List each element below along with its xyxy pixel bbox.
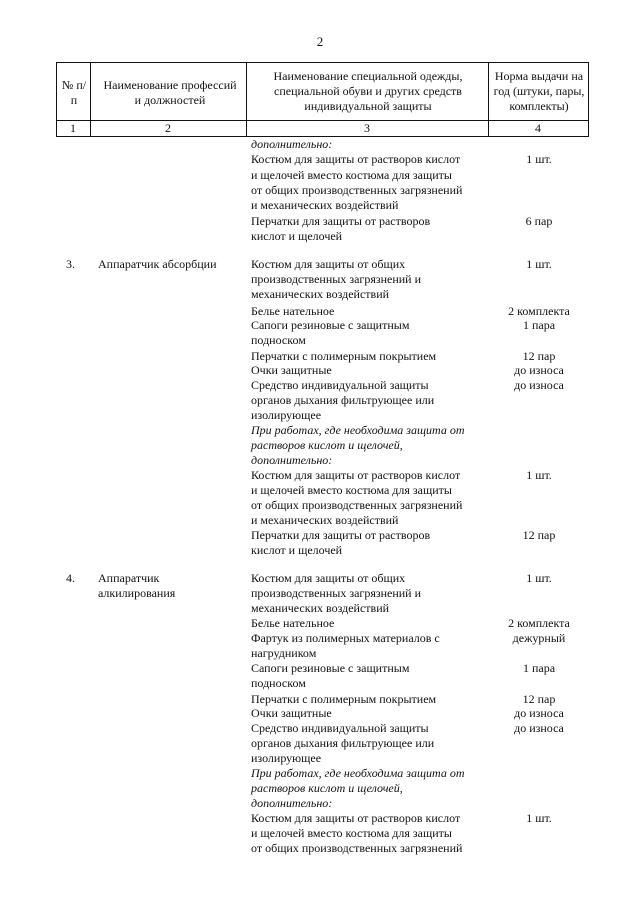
row-norm: 2 комплекта (508, 616, 570, 630)
row-equipment: и механических воздействий (251, 198, 399, 212)
table-row (0, 766, 640, 781)
table-row (0, 453, 640, 468)
row-profession: Аппаратчик абсорбции (98, 257, 217, 271)
table-row (0, 676, 640, 691)
table-row (0, 229, 640, 244)
row-norm: 2 комплекта (508, 304, 570, 318)
row-equipment: подноском (251, 333, 306, 347)
row-equipment: Сапоги резиновые с защитным (251, 318, 410, 332)
row-profession: Аппаратчик (98, 571, 160, 585)
row-equipment: Белье нательное (251, 616, 335, 630)
row-equipment: изолирующее (251, 751, 322, 765)
table-row (0, 468, 640, 483)
table-row (0, 483, 640, 498)
table-header (56, 62, 589, 136)
row-equipment: Костюм для защиты от растворов кислот (251, 152, 461, 166)
table-row (0, 751, 640, 766)
table-row (0, 183, 640, 198)
table-row (0, 137, 640, 152)
table-row (0, 513, 640, 528)
table-row (0, 543, 640, 558)
row-equipment: Перчатки с полимерным покрытием (251, 349, 437, 363)
row-equipment: дополнительно: (251, 453, 333, 467)
row-norm: 6 пар (525, 214, 553, 228)
row-equipment: от общих производственных загрязнений (251, 841, 463, 855)
row-equipment: и механических воздействий (251, 513, 399, 527)
header-col-equipment: Наименование специальной одежды, специальной обуви и других средств индивидуальной защиты (273, 68, 463, 113)
table-row (0, 826, 640, 841)
row-norm: 1 шт. (526, 811, 552, 825)
table-row (0, 616, 640, 631)
table-row (0, 438, 640, 453)
table-row (0, 318, 640, 333)
table-row (0, 423, 640, 438)
row-equipment: При работах, где необходима защита от (251, 766, 465, 780)
row-equipment: и щелочей вместо костюма для защиты (251, 168, 452, 182)
table-row (0, 272, 640, 287)
table-row (0, 661, 640, 676)
table-row (0, 736, 640, 751)
row-number: 3. (66, 257, 75, 271)
row-norm: до износа (514, 363, 564, 377)
row-norm: 1 пара (522, 318, 556, 332)
table-row (0, 631, 640, 646)
row-norm: 12 пар (522, 692, 556, 706)
row-equipment: дополнительно: (251, 796, 333, 810)
page-number: 2 (316, 34, 324, 49)
row-equipment: Средство индивидуальной защиты (251, 721, 429, 735)
row-equipment: Костюм для защиты от растворов кислот (251, 811, 461, 825)
row-equipment: от общих производственных загрязнений (251, 183, 463, 197)
table-row (0, 601, 640, 616)
row-equipment: Костюм для защиты от растворов кислот (251, 468, 461, 482)
row-equipment: производственных загрязнений и (251, 272, 422, 286)
row-equipment: Очки защитные (251, 363, 332, 377)
table-row (0, 363, 640, 378)
table-row (0, 796, 640, 811)
row-norm: до износа (514, 378, 564, 392)
table-row (0, 706, 640, 721)
row-equipment: Очки защитные (251, 706, 332, 720)
row-norm: до износа (514, 721, 564, 735)
row-equipment: Средство индивидуальной защиты (251, 378, 429, 392)
row-equipment: органов дыхания фильтрующее или (251, 736, 435, 750)
row-equipment: нагрудником (251, 646, 317, 660)
table-row (0, 257, 640, 272)
table-row (0, 378, 640, 393)
row-equipment: Перчатки для защиты от растворов (251, 214, 431, 228)
row-equipment: Костюм для защиты от общих (251, 257, 406, 271)
row-norm: 1 шт. (526, 571, 552, 585)
table-row (0, 528, 640, 543)
table-row (0, 692, 640, 707)
row-number: 4. (66, 571, 75, 585)
table-row (0, 349, 640, 364)
header-num-4: 4 (535, 121, 541, 135)
row-norm: дежурный (512, 631, 566, 645)
row-equipment: подноском (251, 676, 306, 690)
row-equipment: растворов кислот и щелочей, (251, 438, 403, 452)
table-row (0, 198, 640, 213)
row-equipment: Костюм для защиты от общих (251, 571, 406, 585)
row-norm: 12 пар (522, 349, 556, 363)
table-row (0, 781, 640, 796)
row-equipment: и щелочей вместо костюма для защиты (251, 483, 452, 497)
header-num-3: 3 (364, 121, 370, 135)
row-profession: алкилирования (98, 586, 176, 600)
table-row (0, 498, 640, 513)
table-row (0, 393, 640, 408)
table-row (0, 811, 640, 826)
row-equipment: Фартук из полимерных материалов с (251, 631, 440, 645)
row-norm: до износа (514, 706, 564, 720)
table-row (0, 287, 640, 302)
table-row (0, 168, 640, 183)
header-col-norm: Норма выдачи на год (штуки, пары, комплекты) (493, 68, 585, 113)
table-row (0, 408, 640, 423)
table-row (0, 214, 640, 229)
table-row (0, 721, 640, 736)
table-row (0, 304, 640, 319)
row-equipment: производственных загрязнений и (251, 586, 422, 600)
header-num-1: 1 (70, 121, 76, 135)
row-norm: 1 шт. (526, 468, 552, 482)
row-equipment: Перчатки для защиты от растворов (251, 528, 431, 542)
table-row (0, 333, 640, 348)
row-equipment: и щелочей вместо костюма для защиты (251, 826, 452, 840)
row-equipment: Сапоги резиновые с защитным (251, 661, 410, 675)
table-row (0, 152, 640, 167)
row-equipment: изолирующее (251, 408, 322, 422)
header-col-number: № п/п (61, 78, 87, 107)
row-equipment: органов дыхания фильтрующее или (251, 393, 435, 407)
row-norm: 1 шт. (526, 152, 552, 166)
row-equipment: от общих производственных загрязнений (251, 498, 463, 512)
row-equipment: кислот и щелочей (251, 229, 343, 243)
row-norm: 1 пара (522, 661, 556, 675)
table-row (0, 646, 640, 661)
row-equipment: механических воздействий (251, 601, 390, 615)
row-equipment: растворов кислот и щелочей, (251, 781, 403, 795)
row-equipment: механических воздействий (251, 287, 390, 301)
header-col-profession: Наименование профессий и должностей (103, 78, 237, 107)
row-equipment: При работах, где необходима защита от (251, 423, 465, 437)
row-norm: 1 шт. (526, 257, 552, 271)
row-equipment: Белье нательное (251, 304, 335, 318)
header-num-2: 2 (165, 121, 171, 135)
table-row (0, 586, 640, 601)
row-equipment: дополнительно: (251, 137, 333, 151)
row-equipment: Перчатки с полимерным покрытием (251, 692, 437, 706)
table-row (0, 571, 640, 586)
table-row (0, 841, 640, 856)
row-norm: 12 пар (522, 528, 556, 542)
row-equipment: кислот и щелочей (251, 543, 343, 557)
